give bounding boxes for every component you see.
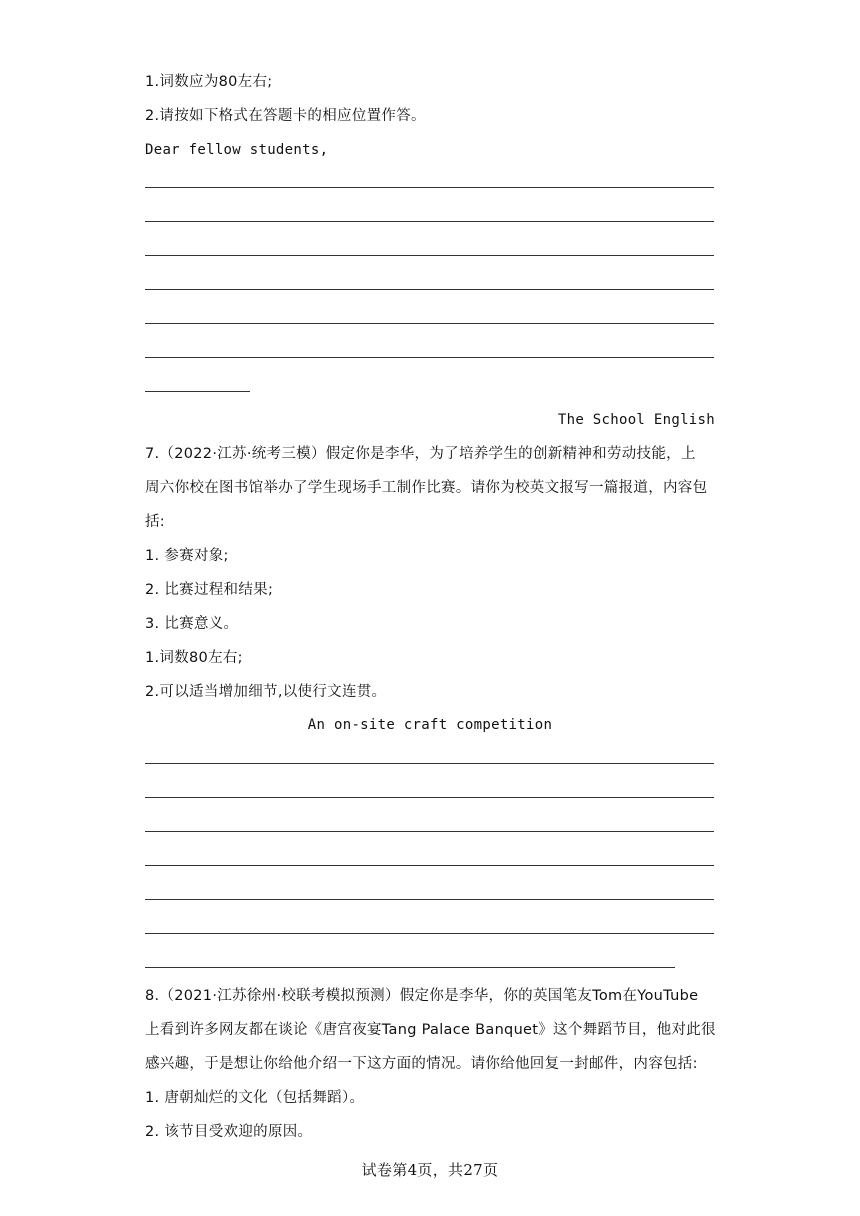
answer-line — [145, 899, 714, 900]
question-7-line-1: 7.（2022·江苏·统考三模）假定你是李华，为了培养学生的创新精神和劳动技能，上 — [145, 446, 696, 462]
answer-line — [145, 221, 714, 222]
requirement-word-count: 1.词数应为80左右; — [145, 74, 273, 90]
question-7-item-2: 2. 比赛过程和结果; — [145, 582, 274, 598]
question-7-line-2: 周六你校在图书馆举办了学生现场手工制作比赛。请你为校英文报写一篇报道，内容包 — [145, 480, 708, 496]
answer-line — [145, 831, 714, 832]
requirement-format: 2.请按如下格式在答题卡的相应位置作答。 — [145, 108, 426, 124]
answer-line — [145, 865, 714, 866]
answer-line — [145, 357, 714, 358]
signature: The School English — [557, 412, 715, 428]
question-7-item-3: 3. 比赛意义。 — [145, 616, 239, 632]
answer-line — [145, 763, 714, 764]
page-footer: 试卷第4页，共27页 — [361, 1161, 499, 1179]
answer-line — [145, 289, 714, 290]
answer-line-short — [145, 967, 675, 968]
question-7-requirement-2: 2.可以适当增加细节,以使行文连贯。 — [145, 684, 387, 700]
question-7-item-1: 1. 参赛对象; — [145, 548, 229, 564]
question-8-line-3: 感兴趣，于是想让你给他介绍一下这方面的情况。请你给他回复一封邮件，内容包括: — [145, 1056, 698, 1072]
answer-line — [145, 255, 714, 256]
answer-line — [145, 933, 714, 934]
answer-line — [145, 187, 714, 188]
salutation: Dear fellow students, — [145, 142, 329, 158]
question-8-line-2: 上看到许多网友都在谈论《唐宫夜宴Tang Palace Banquet》这个舞蹈节目，他对此很 — [145, 1022, 716, 1038]
question-7-line-3: 括: — [145, 514, 165, 530]
question-7-requirement-1: 1.词数80左右; — [145, 650, 243, 666]
question-8-line-1: 8.（2021·江苏徐州·校联考模拟预测）假定你是李华，你的英国笔友Tom在YouTube — [145, 988, 699, 1004]
answer-line-short — [145, 391, 250, 392]
essay-title: An on-site craft competition — [307, 717, 553, 733]
question-8-item-1: 1. 唐朝灿烂的文化（包括舞蹈）。 — [145, 1090, 365, 1106]
question-8-item-2: 2. 该节目受欢迎的原因。 — [145, 1124, 313, 1140]
answer-line — [145, 323, 714, 324]
answer-line — [145, 797, 714, 798]
